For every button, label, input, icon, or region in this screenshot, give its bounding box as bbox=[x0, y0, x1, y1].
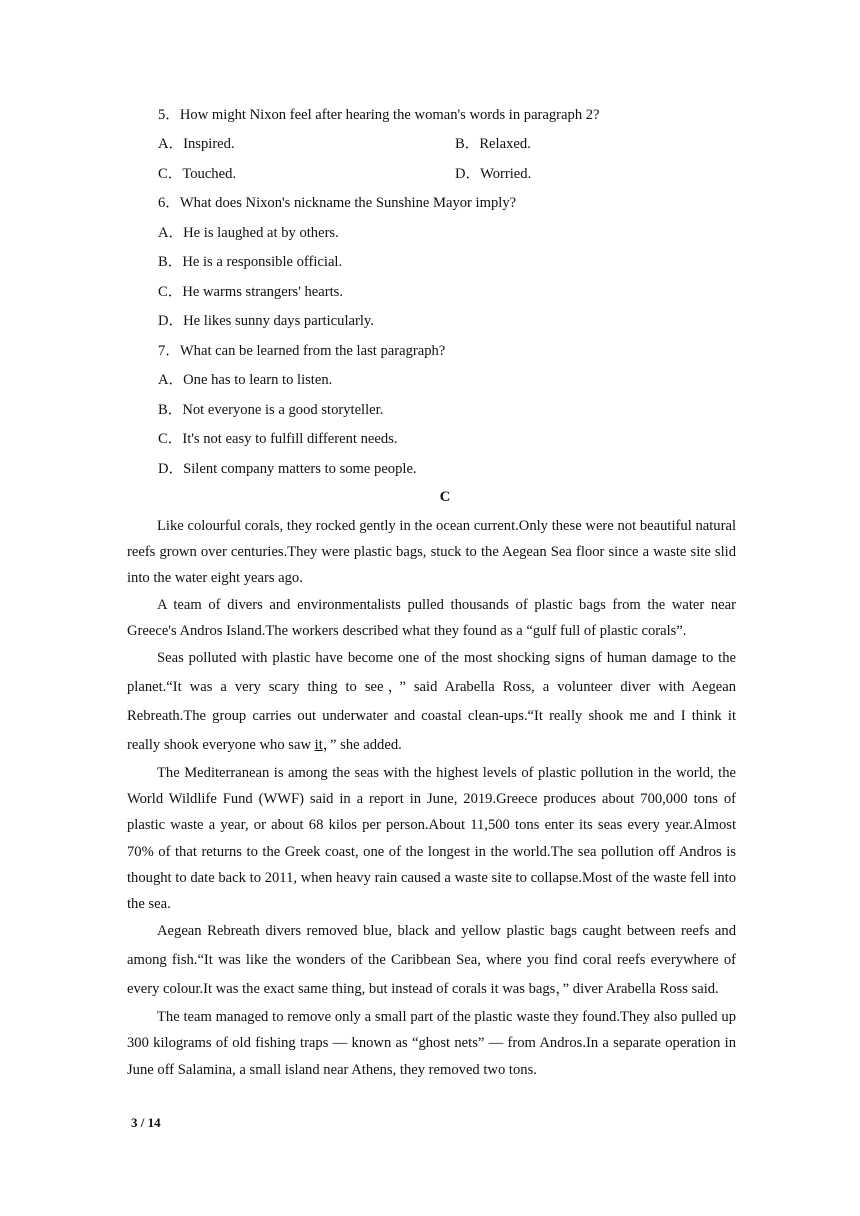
paragraph-6: The team managed to remove only a small part of the plastic waste they found.They also pulled up 300 kilograms of old fishing traps — known as “ghost nets” — from Andros.In a separate operation in June off Salamina, a small island near Athens, they removed two tons. bbox=[127, 1009, 736, 1078]
question-6-option-d: D．He likes sunny days particularly. bbox=[158, 313, 374, 329]
paragraph-4: The Mediterranean is among the seas with the highest levels of plastic pollution in the world, the World Wildlife Fund (WWF) said in a report in June, 2019.Greece produces about 700,000 tons of plastic waste a year, or about 68 kilos per person.About 11,500 tons enter its seas every year.Almost 70% of that returns to the Greek coast, one of the longest in the world.The sea pollution off Andros is thought to date back to 2011, when heavy rain caused a waste site to collapse.Most of the waste fell into the sea. bbox=[127, 765, 736, 913]
question-6-option-c: C．He warms strangers' hearts. bbox=[158, 284, 344, 300]
question-6-option-b: B．He is a responsible official. bbox=[158, 254, 343, 270]
paragraph-3-text-after: ，” she added. bbox=[322, 737, 402, 754]
question-7-option-c: C．It's not easy to fulfill different needs. bbox=[158, 431, 398, 447]
question-5-option-a: A．Inspired. bbox=[158, 136, 235, 152]
passage-c bbox=[127, 513, 736, 1083]
question-5-option-c: C．Touched. bbox=[158, 166, 237, 182]
question-7-option-d: D．Silent company matters to some people. bbox=[158, 461, 417, 477]
question-5-option-b: B．Relaxed. bbox=[455, 136, 531, 152]
question-7-option-b: B．Not everyone is a good storyteller. bbox=[158, 402, 384, 418]
paragraph-3-text-before: Seas polluted with plastic have become one of the most shocking signs of human damage to the planet.“It was a very scary thing to see，” said Arabella Ross, a volunteer diver with Aegean Rebreath.The group carries out underwater and coastal clean-ups.“It really shook me and I think it really shook everyone who saw bbox=[127, 650, 736, 754]
question-5-stem: 5．How might Nixon feel after hearing the woman's words in paragraph 2? bbox=[158, 107, 600, 123]
question-7-option-a: A．One has to learn to listen. bbox=[158, 372, 333, 388]
underlined-word: it bbox=[314, 737, 323, 754]
paragraph-2: A team of divers and environmentalists pulled thousands of plastic bags from the water near Greece's Andros Island.The workers described what they found as a “gulf full of plastic corals”. bbox=[127, 596, 736, 639]
question-6-option-a: A．He is laughed at by others. bbox=[158, 225, 339, 241]
paragraph-5: Aegean Rebreath divers removed blue, black and yellow plastic bags caught between reefs and among fish.“It was like the wonders of the Caribbean Sea, where you find coral reefs everywhere of every colour.It was the exact same thing, but instead of corals it was bags，” diver Arabella Ross said. bbox=[127, 923, 736, 998]
question-5-option-d: D．Worried. bbox=[455, 166, 532, 182]
paragraph-3 bbox=[127, 644, 736, 760]
section-heading: C bbox=[439, 489, 451, 505]
question-7-stem: 7．What can be learned from the last paragraph? bbox=[158, 343, 446, 359]
page-number: 3 / 14 bbox=[131, 1115, 161, 1130]
paragraph-1: Like colourful corals, they rocked gently in the ocean current.Only these were not beautiful natural reefs grown over centuries.They were plastic bags, stuck to the Aegean Sea floor since a waste site slid into the water eight years ago. bbox=[127, 518, 736, 587]
question-6-stem: 6．What does Nixon's nickname the Sunshine Mayor imply? bbox=[158, 195, 517, 211]
